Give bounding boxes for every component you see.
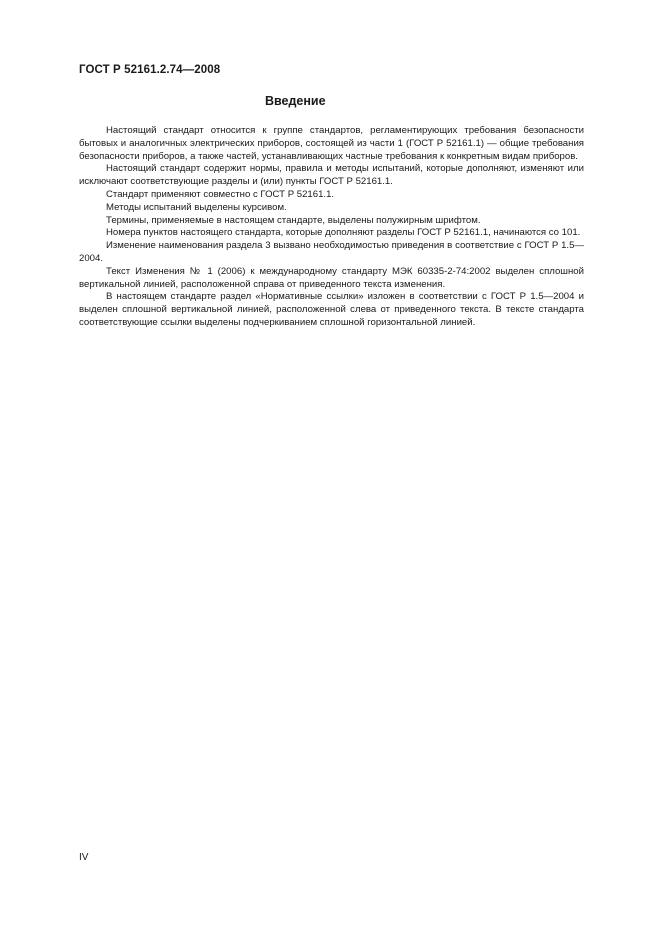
paragraph-terms: Термины, применяемые в настоящем стандарте, выделены полужирным шрифтом.: [106, 214, 481, 226]
paragraph-normative-references: В настоящем стандарте раздел «Нормативные ссылки» изложен в соответствии с ГОСТ Р 1.5—2004 и выделен сплошной вертикальной линией, расположенной слева от приведенного текста. В тексте стандарта соответствующие ссылки выделены подчеркиванием сплошной горизонтальной линией.: [79, 291, 584, 328]
paragraph-amendment: Текст Изменения № 1 (2006) к международному стандарту МЭК 60335-2-74:2002 выделен сплошной вертикальной линией, расположенной справа от приведенного текста изменения.: [79, 265, 584, 290]
paragraph-usage: Стандарт применяют совместно с ГОСТ Р 52161.1.: [106, 188, 335, 200]
document-code-header: ГОСТ Р 52161.2.74—2008: [79, 64, 221, 76]
page-number: IV: [79, 852, 89, 863]
paragraph-scope: Настоящий стандарт относится к группе стандартов, регламентирующих требования безопасности бытовых и аналогичных электрических приборов, состоящей из части 1 (ГОСТ Р 52161.1) — общие требования безопасности приборов, а также частей, устанавливающих частные требования к конкретным видам приборов.: [79, 125, 584, 162]
paragraph-section-rename: Изменение наименования раздела 3 вызвано необходимостью приведения в соответствие с ГОСТ Р 1.5—2004.: [79, 240, 584, 264]
section-title: Введение: [265, 94, 326, 108]
paragraph-clause-numbers: Номера пунктов настоящего стандарта, которые дополняют разделы ГОСТ Р 52161.1, начинаются со 101.: [106, 227, 581, 239]
paragraph-test-methods: Методы испытаний выделены курсивом.: [106, 201, 287, 213]
introduction-body: [79, 125, 584, 330]
paragraph-contents: Настоящий стандарт содержит нормы, правила и методы испытаний, которые дополняют, изменяют или исключают соответствующие разделы и (или) пункты ГОСТ Р 52161.1.: [79, 163, 584, 188]
